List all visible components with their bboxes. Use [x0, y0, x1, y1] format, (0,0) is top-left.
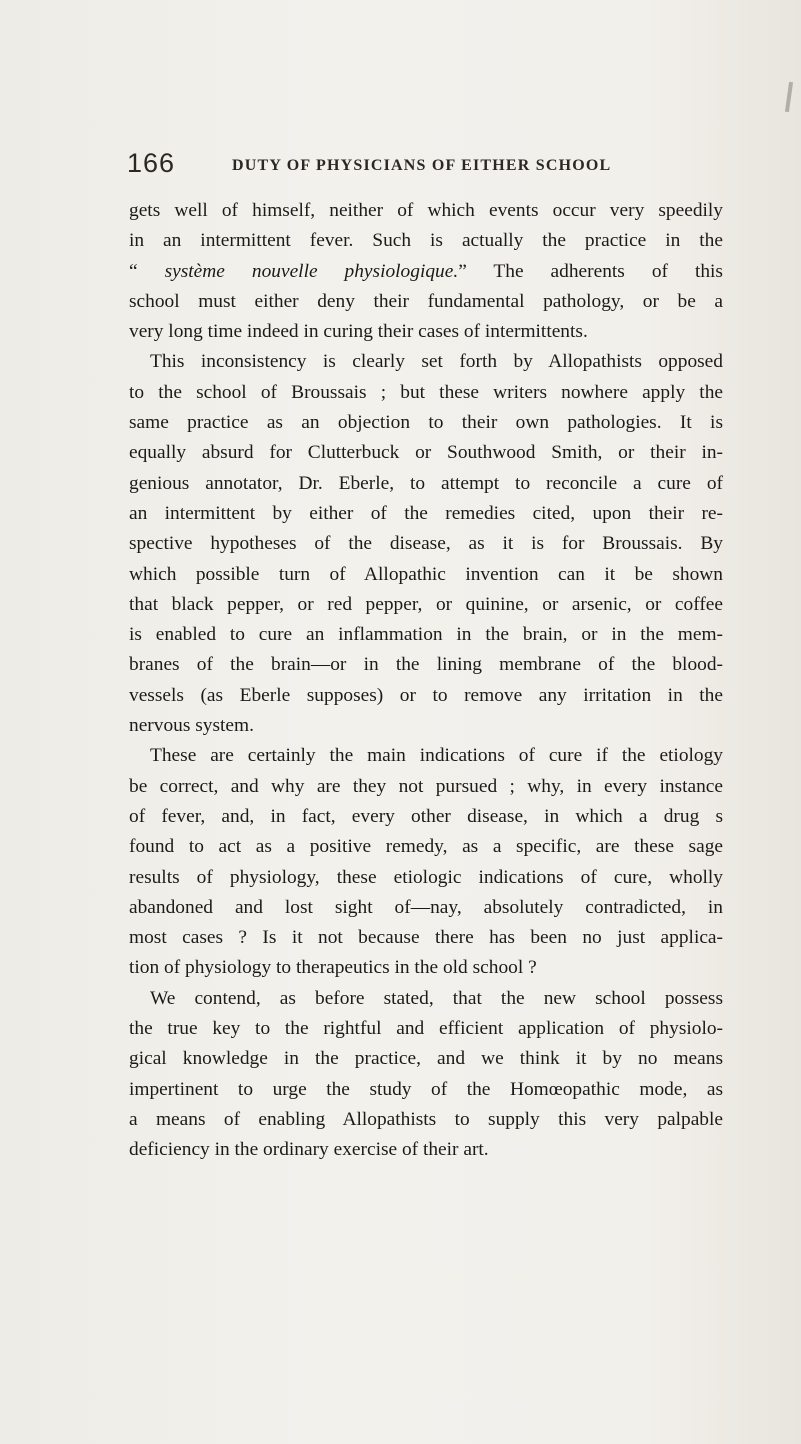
- page-number: 166: [127, 148, 176, 178]
- text-line: gets well of himself, neither of which events occur very speedily: [129, 200, 723, 221]
- text-line: the true key to the rightful and efficient application of physiolo-: [129, 1018, 723, 1040]
- paragraph-2: [129, 347, 723, 741]
- text-line: This inconsistency is clearly set forth by Allopathists opposed: [150, 351, 723, 373]
- text-line: results of physiology, these etiologic indications of cure, wholly: [129, 866, 723, 888]
- text-line: same practice as an objection to their own pathologies. It is: [129, 412, 723, 434]
- text-line: most cases ? Is it not because there has been no just applica-: [129, 927, 723, 949]
- text-line: found to act as a positive remedy, as a specific, are these sage: [129, 836, 723, 858]
- text-line: nervous system.: [129, 715, 254, 737]
- text-line: school must either deny their fundamental pathology, or be a: [129, 290, 723, 312]
- text-line-italic: “ système nouvelle physiologique.” The adherents of this: [129, 260, 723, 282]
- text-line: equally absurd for Clutterbuck or Southwood Smith, or their in-: [129, 442, 723, 464]
- text-line: genious annotator, Dr. Eberle, to attempt to reconcile a cure of: [129, 472, 723, 494]
- text-line: We contend, as before stated, that the new school possess: [150, 987, 723, 1009]
- text-line: deficiency in the ordinary exercise of their art.: [129, 1139, 489, 1161]
- paragraph-4: [129, 984, 723, 1166]
- text-line: vessels (as Eberle supposes) or to remove any irritation in the: [129, 684, 723, 706]
- text-line: spective hypotheses of the disease, as it is for Broussais. By: [129, 533, 723, 555]
- text-line: to the school of Broussais ; but these writers nowhere apply the: [129, 381, 723, 403]
- text-line: which possible turn of Allopathic invention can it be shown: [129, 563, 723, 585]
- text-line: in an intermittent fever. Such is actually the practice in the: [129, 230, 723, 252]
- paragraph-1: [129, 196, 723, 347]
- text-line: is enabled to cure an inflammation in the brain, or in the mem-: [129, 624, 723, 646]
- text-line: a means of enabling Allopathists to supply this very palpable: [129, 1108, 723, 1130]
- text-line: be correct, and why are they not pursued ; why, in every instance: [129, 775, 723, 797]
- text-line: very long time indeed in curing their cases of intermittents.: [129, 321, 588, 343]
- text-line: of fever, and, in fact, every other disease, in which a drug s: [129, 805, 723, 827]
- text-line: gical knowledge in the practice, and we think it by no means: [129, 1048, 723, 1070]
- italic-phrase: système nouvelle physiologique.: [164, 260, 459, 282]
- text-line: tion of physiology to therapeutics in the old school ?: [129, 957, 537, 979]
- text-line: abandoned and lost sight of—nay, absolutely contradicted, in: [129, 896, 723, 918]
- paragraph-3: [129, 741, 723, 983]
- text-line: that black pepper, or red pepper, or quinine, or arsenic, or coffee: [129, 593, 723, 615]
- text-line: These are certainly the main indications of cure if the etiology: [150, 745, 723, 767]
- running-head: [127, 148, 687, 188]
- text-line: [129, 257, 723, 287]
- scan-edge-mark: [785, 82, 793, 112]
- running-title: DUTY OF PHYSICIANS OF EITHER SCHOOL: [232, 157, 612, 174]
- text-line: impertinent to urge the study of the Homœopathic mode, as: [129, 1078, 723, 1100]
- text-line: branes of the brain—or in the lining membrane of the blood-: [129, 654, 723, 676]
- text-line: an intermittent by either of the remedies cited, upon their re-: [129, 502, 723, 524]
- body-text: [129, 196, 723, 1166]
